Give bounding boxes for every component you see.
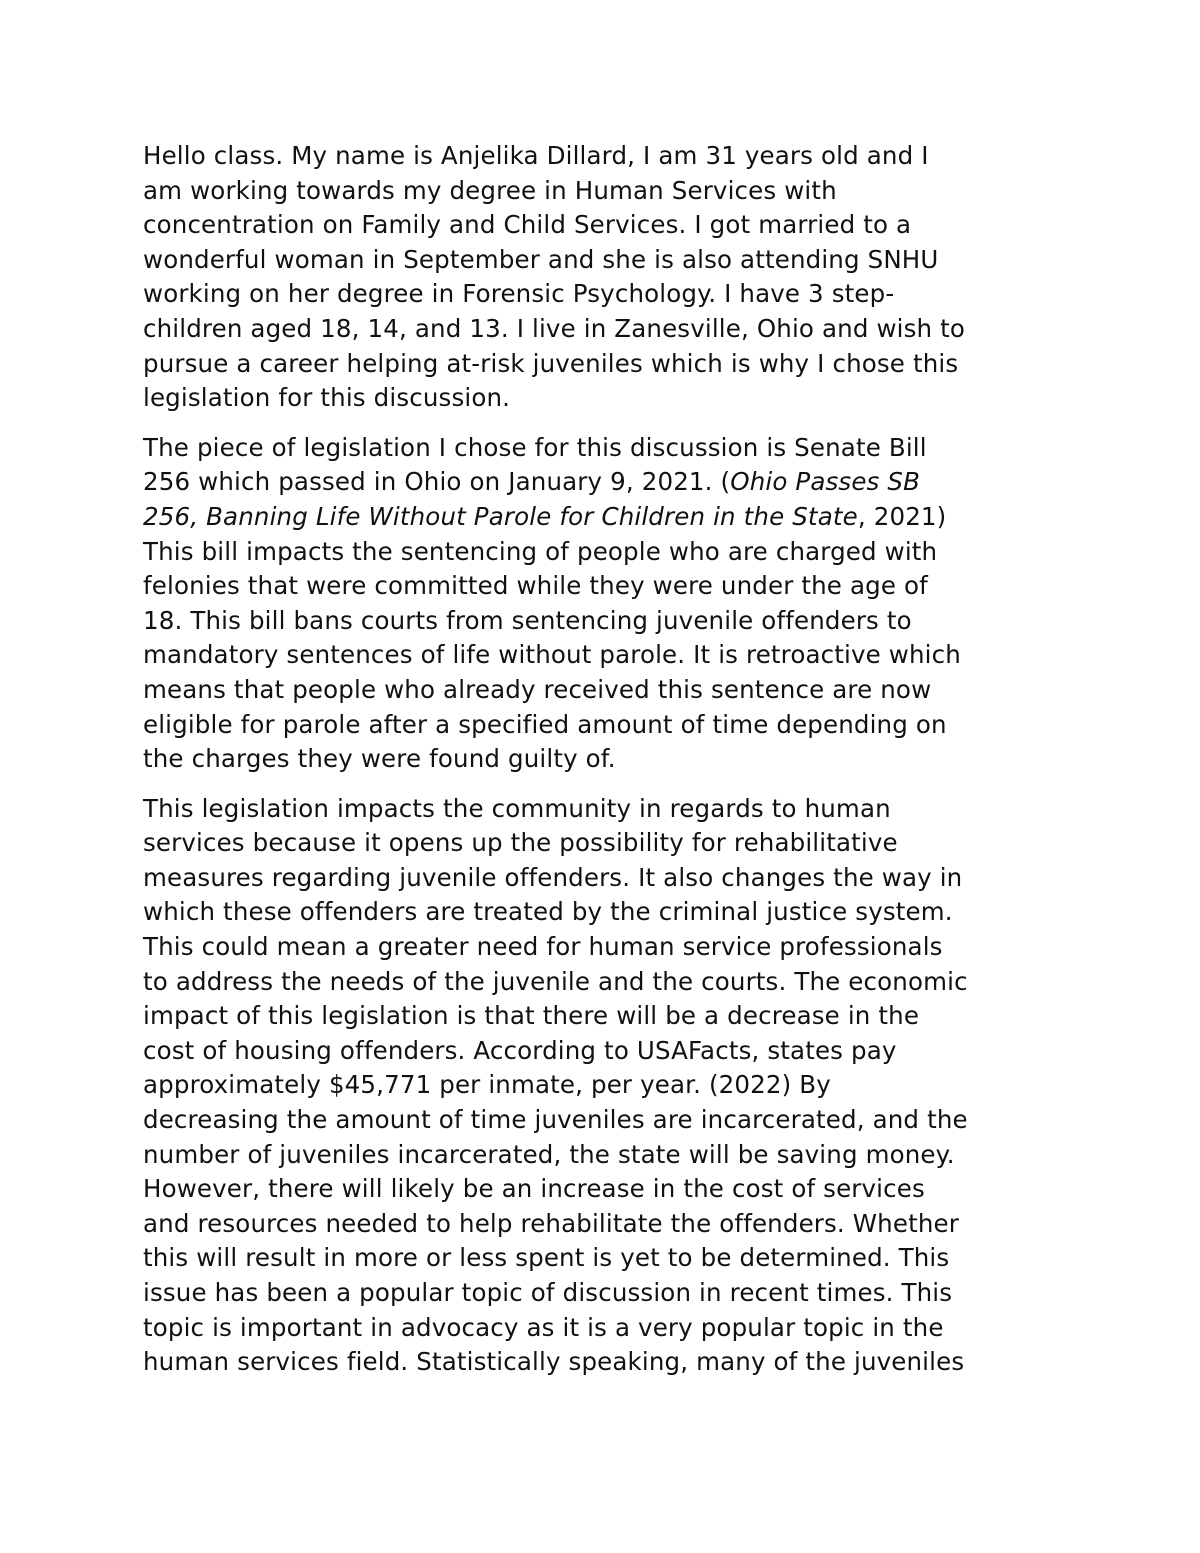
paragraph-impact: [143, 792, 1073, 1380]
text-line: to address the needs of the juvenile and the courts. The economic: [143, 966, 968, 996]
paragraph-legislation: [143, 431, 1073, 777]
text-line: However, there will likely be an increase in the cost of services: [143, 1174, 925, 1204]
text-line: children aged 18, 14, and 13. I live in Zanesville, Ohio and wish to: [143, 313, 966, 343]
document-body: [143, 139, 1073, 1395]
text-line: number of juveniles incarcerated, the state will be saving money.: [143, 1139, 955, 1169]
text-line: [143, 465, 1073, 500]
text-line: concentration on Family and Child Services. I got married to a: [143, 210, 912, 240]
text-line: this will result in more or less spent is yet to be determined. This: [143, 1243, 950, 1273]
text-line: pursue a career helping at-risk juveniles which is why I chose this: [143, 348, 959, 378]
text-line: means that people who already received this sentence are now: [143, 674, 932, 704]
text-line: approximately $45,771 per inmate, per year. (2022) By: [143, 1070, 831, 1100]
text-line: services because it opens up the possibility for rehabilitative: [143, 828, 898, 858]
citation-title: 256, Banning Life Without Parole for Children in the State: [143, 501, 858, 531]
text-line: 18. This bill bans courts from sentencing juvenile offenders to: [143, 605, 912, 635]
text-line: Hello class. My name is Anjelika Dillard, I am 31 years old and I: [143, 141, 929, 170]
text-line: legislation for this discussion.: [143, 383, 511, 413]
text-line: topic is important in advocacy as it is a very popular topic in the: [143, 1312, 944, 1342]
text-line: the charges they were found guilty of.: [143, 744, 616, 774]
text-line: wonderful woman in September and she is also attending SNHU: [143, 244, 939, 274]
text-line: cost of housing offenders. According to USAFacts, states pay: [143, 1035, 897, 1065]
text-line: and resources needed to help rehabilitate the offenders. Whether: [143, 1208, 959, 1238]
text-segment: , 2021): [857, 501, 947, 531]
text-line: impact of this legislation is that there will be a decrease in the: [143, 1001, 920, 1031]
paragraph-introduction: [143, 139, 1073, 416]
text-line: The piece of legislation I chose for this discussion is Senate Bill: [143, 432, 927, 462]
text-line: measures regarding juvenile offenders. It also changes the way in: [143, 862, 963, 892]
text-line: decreasing the amount of time juveniles are incarcerated, and the: [143, 1105, 968, 1135]
text-line: issue has been a popular topic of discussion in recent times. This: [143, 1278, 953, 1307]
text-line: This bill impacts the sentencing of people who are charged with: [143, 536, 938, 566]
text-line: This legislation impacts the community in regards to human: [143, 793, 891, 823]
text-line: human services field. Statistically speaking, many of the juveniles: [143, 1347, 965, 1377]
text-line: mandatory sentences of life without parole. It is retroactive which: [143, 640, 961, 670]
text-line: which these offenders are treated by the criminal justice system.: [143, 897, 953, 927]
text-line: [143, 500, 1073, 535]
text-line: working on her degree in Forensic Psychology. I have 3 step-: [143, 279, 895, 309]
text-line: This could mean a greater need for human service professionals: [143, 932, 943, 962]
text-line: am working towards my degree in Human Services with: [143, 175, 837, 205]
citation-title: Ohio Passes SB: [730, 467, 921, 497]
text-line: eligible for parole after a specified amount of time depending on: [143, 709, 947, 739]
text-line: felonies that were committed while they were under the age of: [143, 571, 928, 601]
text-segment: 256 which passed in Ohio on January 9, 2021. (: [143, 467, 731, 497]
